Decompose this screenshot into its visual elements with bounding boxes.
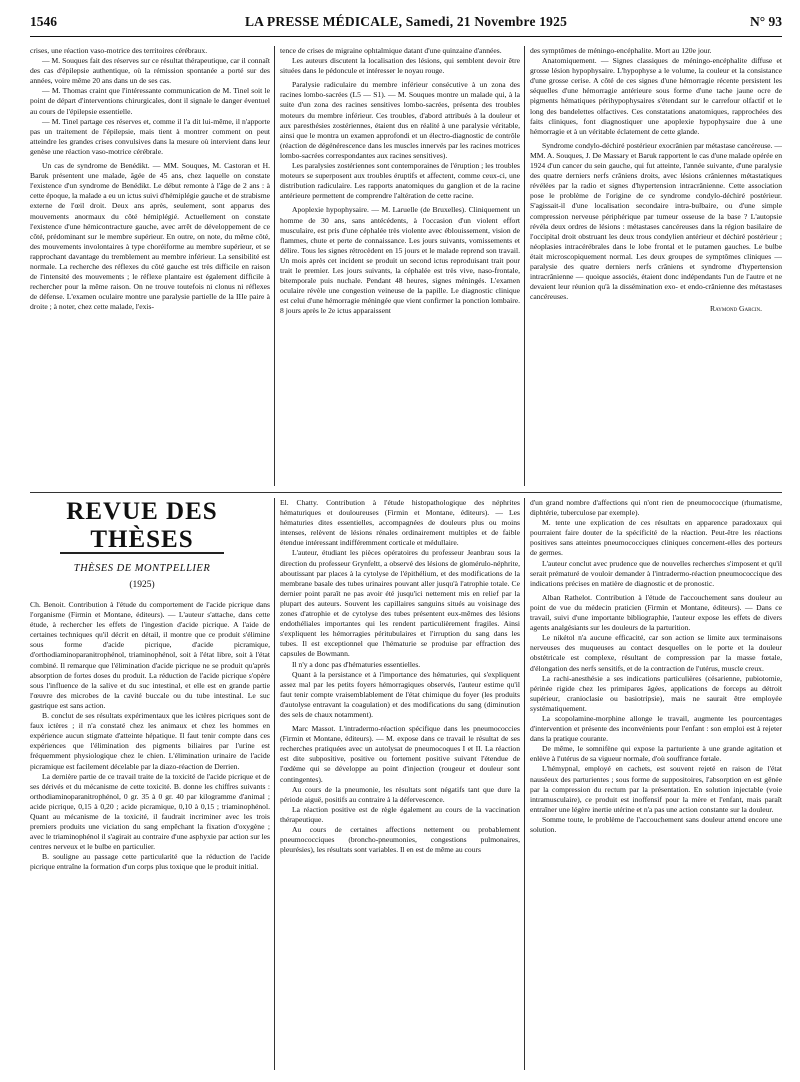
paragraph: La dernière partie de ce travail traite de la toxicité de l'acide picrique et de ses dérivés et du mécanisme de cette toxicité. B. donne les chiffres suivants : orthodiaminoparanitrophénol, 0 gr. 35 à 0 gr. 40 par kilogramme d'animal ; acide picrique, 0,15 à 0,20 ; acide picramique, 0,10 à 0,15 ; triaminophénol. Quant au mécanisme de la toxicité, il faudrait incriminer avec les trois premiers produits une viciation du sang empêchant la fixation d'oxygène ; avec le triaminophénol il s'agirait au contraire d'une asphyxie par action sur les centres nerveux et le bulbe en particulier. bbox=[30, 771, 270, 852]
paragraph: De même, le somnifène qui expose la parturiente à une grande agitation et enlève à l'utérus de sa vigueur normale, d'où souffrance fœtale. bbox=[530, 744, 782, 764]
paragraph: Au cours de certaines affections nettement ou probablement pneumococciques (broncho-pneumonies, congestions pulmonaires, pleurésies), les résultats sont variables. Il en est de même au cours bbox=[280, 825, 520, 855]
paragraph: El. Chatty. Contribution à l'étude histopathologique des néphrites hématuriques et douloureuses (Firmin et Montane, éditeurs). — Les hématuries dites essentielles, accompagnées de douleurs plus ou moins intenses, relèvent de lésions rénales ordinairement multiples et de faible étendue intéressant indifféremment corticale et médullaire. bbox=[280, 498, 520, 548]
section-title: REVUE DES THÈSES bbox=[66, 498, 218, 553]
title-rule bbox=[60, 552, 224, 554]
paragraph: Anatomiquement. — Signes classiques de méningo-encéphalite diffuse et grosse lésion hypophysaire. L'hypophyse a le volume, la couleur et la consistance d'une grosse cerise. A côté de ces signes d'une hémorragie récente persistent les séquelles d'une hémorragie antérieure sous forme d'une tache jaune ocre de pigments hématiques périhypophysaires s'étendant sur le carrefour olfactif et le long des bandelettes olfactives. Ces constatations anatomiques, rapprochées des faits cliniques, font diagnostiquer une apoplexie hypophysaire due à une hémorragie et à un véritable éclatement de cette glande. bbox=[530, 56, 782, 136]
top-column-1 bbox=[30, 46, 270, 486]
column-divider bbox=[524, 498, 525, 1070]
theses-column-2 bbox=[280, 498, 520, 1070]
paragraph: Le nikétol n'a aucune efficacité, car son action se limite aux terminaisons nerveuses des muqueuses au contact desquelles on le porte et la douleur obstétricale est complexe, résultant de compression par la masse fœtale, d'élongation des nerfs sensitifs, et de la contraction de l'utérus, muscle creux. bbox=[530, 633, 782, 673]
top-column-3 bbox=[530, 46, 782, 486]
column-divider bbox=[274, 46, 275, 486]
paragraph: Apoplexie hypophysaire. — M. Laruelle (de Bruxelles). Cliniquement un homme de 30 ans, sans antécédents, à l'occasion d'un violent effort musculaire, est pris d'une céphalée très violente avec éblouissement, vision de flammes, chute et perte de connaissance. Les jours suivants, vomissements et délire. Tous les signes rétrocèdent en 15 jours et le malade reprend son travail. Un mois après cet incident se produit un second ictus reproduisant trait pour trait le premier. Les jours suivants, la céphalée est très vive, naso-frontale, bitemporale puis nuchale. Pendant 48 heures, signes méningés. L'examen oculaire révèle une congestion veineuse de la papille. Le diagnostic clinique est celui d'une hémorragie méningée que vient confirmer la ponction lombaire. 8 jours après le 2e ictus apparaissent bbox=[280, 205, 520, 316]
paragraph: tence de crises de migraine ophtalmique datant d'une quinzaine d'années. bbox=[280, 46, 502, 55]
paragraph: L'auteur, étudiant les pièces opératoires du professeur Jeanbrau sous la direction du professeur Grynfeltt, a observé des lésions de glomérulo-néphrite, aboutissant par places à la cytolyse de l'épithélium, et des modifications de la membrane basale des tubes urinaires pouvant aller jusqu'à l'atrophie totale. Ce dernier point paraît ne pas avoir été jusqu'ici nettement mis en relief par la plupart des auteurs. Souvent les capillaires sanguins situés au voisinage des zones d'atrophie et de cytolyse des tubes présentent eux-mêmes des lésions endothéliales importantes qui les rendent particulièrement fragiles. Ainsi s'expliquent les hémorragies péritubulaires et l'irruption du sang dans les tubes. Il est exceptionnel que l'hématurie se produise par effraction des capsules de Bowmann. bbox=[280, 548, 520, 659]
paragraph: — M. Tinel partage ces réserves et, comme il l'a dit lui-même, il n'apporte pas un traitement de l'épilepsie, mais tient à montrer comment on peut atteindre les grandes crises convulsives dans la mesure où intervient dans leur genèse une réaction vaso-motrice cérébrale. bbox=[30, 116, 270, 156]
paragraph: Marc Massot. L'intradermo-réaction spécifique dans les pneumococcies (Firmin et Montane, éditeurs). — M. expose dans ce travail le résultat de ses recherches pratiquées avec un autolysat de pneumocoques I et II. La réaction est dite subpositive, positive ou fortement positive suivant l'étendue de l'œdème qui se développe au point d'injection (rougeur et douleur sont contingentes). bbox=[280, 724, 520, 784]
paragraph: La scopolamine-morphine allonge le travail, augmente les pourcentages d'intervention et présente des inconvénients pour l'enfant : son emploi est à rejeter dans la pratique courante. bbox=[530, 713, 782, 744]
theses-column-1 bbox=[30, 600, 270, 1070]
paragraph: — M. Souques fait des réserves sur ce résultat thérapeutique, car il connaît des cas d'épilepsie authentique, où la rémission spontanée a porté sur des années, voire même 20 ans dans un de ses cas. bbox=[30, 56, 270, 86]
issue-number: N° 93 bbox=[749, 14, 782, 29]
section-year: (1925) bbox=[129, 580, 155, 590]
column-divider bbox=[524, 46, 525, 486]
author-signature: Raymond Garcin. bbox=[710, 304, 762, 314]
paragraph: d'un grand nombre d'affections qui n'ont rien de pneumococcique (rhumatisme, diphtérie, tuberculose par exemple). bbox=[530, 498, 782, 518]
paragraph: Au cours de la pneumonie, les résultats sont négatifs tant que dure la période aiguë, positifs au contraire à la défervescence. bbox=[280, 784, 520, 804]
paragraph: Les paralysies zostériennes sont contemporaines de l'éruption ; les troubles moteurs se superposent aux troubles éruptifs et affectent, comme ceux-ci, une distribution radiculaire. Les rapports anatomiques du ganglion et de la racine antérieure permettent de comprendre l'altération de cette racine. bbox=[280, 161, 520, 201]
paragraph: L'hémypnal, employé en cachets, est souvent rejeté en raison de l'état nauséeux des parturientes ; sous forme de suppositoires, l'absorption en est gênée par la compression du rectum par la présentation. En solution injectable (voie intramusculaire), ce produit est inoffensif pour la mère et l'enfant, mais paraît entraîner une légère inertie utérine et n'a pas une action constante sur la douleur. bbox=[530, 764, 782, 814]
paragraph: Les auteurs discutent la localisation des lésions, qui semblent devoir être situées dans le pédoncule et intéresser le noyau rouge. bbox=[280, 56, 520, 76]
section-subtitle: THÈSES DE MONTPELLIER bbox=[73, 563, 211, 574]
paragraph: Quant à la persistance et à l'importance des hématuries, qui s'expliquent assez mal par les petits foyers hémorragiques observés, l'auteur estime qu'il faut tenir compte vraisemblablement de l'état chimique du foyer (les produits d'autolyse entravant la coagulation) et des modifications du sang (diminution des sels de chaux notamment). bbox=[280, 669, 520, 719]
paragraph: Un cas de syndrome de Benédikt. — MM. Souques, M. Castoran et H. Baruk présentent une malade, âgée de 45 ans, chez laquelle on constate l'existence d'un syndrome de Benédikt. Le début remonte à l'âge de 2 ans : à cette époque, la malade a eu un ictus suivi d'hémiplégie gauche et de strabisme externe de l'œil droit. Deux ans après, seulement, sont apparus des mouvements anormaux du côté hémiplégié. Actuellement on constate l'existence d'une hémicontracture gauche, avec arrêt de développement de ce côté, prédominant sur le membre supérieur. En outre, on note, du même côté, des mouvements involontaires à type choréiforme au membre supérieur, et se rapprochant davantage du tremblement au membre inférieur. La sensibilité est normale. La recherche des réflexes du côté gauche est très difficile en raison de l'intensité des mouvements ; le réflexe plantaire est également difficile à rechercher pour la même raison. On ne trouve toutefois ni clonus ni réflexes de défense. L'examen oculaire montre une paralysie partielle de la IIIe paire à droite ; à noter, chez cette malade, l'exis- bbox=[30, 161, 270, 312]
header-rule bbox=[30, 36, 782, 37]
theses-column-3 bbox=[530, 498, 782, 1070]
paragraph: Paralysie radiculaire du membre inférieur consécutive à un zona des racines lombo-sacrées (L5 — S1). — M. Souques montre un malade qui, à la suite d'un zona des racines sensitives lombo-sacrées, présenta des troubles moteurs du membre inférieur. Ces troubles, d'abord attribués à la douleur et aux paresthésies zostériennes, étaient dus en réalité à une paralysie véritable, ainsi que le montra un examen approfondi et un électro-diagnostic de contrôle (réaction de dégénérescence dans les muscles innervés par les racines motrices lombo-sacrées correspondantes aux racines sensitives). bbox=[280, 80, 520, 160]
paragraph: B. conclut de ses résultats expérimentaux que les ictères picriques sont de faux ictères ; il n'a constaté chez les animaux et chez les hommes en expérience aucun stigmate d'atteinte hépatique. Il faut tenir compte dans ces expériences que l'élimination des pigments biliaires par l'urine est fréquemment physiologique chez le chien. L'élimination urinaire de l'acide picramique est facilement décelable par la diazo-réaction de Derrien. bbox=[30, 711, 270, 771]
paragraph: M. tente une explication de ces résultats en apparence paradoxaux qui pourraient faire douter de la spécificité de la réaction. Peut-être les réactions positives sans atteintes pneumococciques cliniques concernent-elles des porteurs de germes. bbox=[530, 518, 782, 558]
paragraph: Syndrome condylo-déchiré postérieur exocrânien par métastase cancéreuse. — MM. A. Souques, J. De Massary et Baruk rapportent le cas d'une malade opérée en 1924 d'un cancer du sein gauche, qui fut atteinte, l'année suivante, d'une paralysie des quatre derniers nerfs crâniens droits, avec lésions crâniennes métastatiques révélées par la radio et signes d'hypertension intracrânienne. Cette association pose le problème de l'origine de ce syndrome condylo-déchiré postérieur. S'agissait-il d'une localisation secondaire intra-bulbaire, ou d'une simple compression nerveuse périphérique par tumeur osseuse de la base ? L'autopsie révéla deux ordres de lésions : métastases cancéreuses dans la région basilaire de l'occipital droit obstruant les deux trous condylien antérieur et déchiré postérieur ; néoplasies intracérébrales dans le lobe frontal et le putamen gauches. Le bulbe était microscopiquement normal. Les deux groupes de symptômes cliniques — paralysie des quatre derniers nerfs crâniens et syndrome d'hypertension intracrânienne — quoique associés, étaient donc indépendants l'un de l'autre et ne devaient leur réunion qu'à la dissémination exo- et endo-crânienne des métastases cancéreuses. bbox=[530, 140, 782, 302]
top-column-2 bbox=[280, 46, 520, 486]
paragraph: Somme toute, le problème de l'accouchement sans douleur attend encore une solution. bbox=[530, 814, 782, 834]
paragraph: crises, une réaction vaso-motrice des territoires cérébraux. bbox=[30, 46, 208, 55]
paragraph: des symptômes de méningo-encéphalite. Mort au 120e jour. bbox=[530, 46, 712, 55]
section-rule bbox=[30, 492, 782, 493]
page-number: 1546 bbox=[30, 14, 57, 29]
paragraph: B. souligne au passage cette particularité que la réduction de l'acide picrique entraîne la formation d'un corps plus toxique que le produit initial. bbox=[30, 852, 270, 872]
paragraph: Alban Rathelot. Contribution à l'étude de l'accouchement sans douleur au point de vue du médecin praticien (Firmin et Montane, éditeurs). — Dans ce travail, suivi d'une importante bibliographie, l'auteur expose les effets de divers agents analgésiants sur les douleurs de la parturition. bbox=[530, 592, 782, 633]
journal-title: LA PRESSE MÉDICALE, Samedi, 21 Novembre 1925 bbox=[244, 14, 568, 29]
paragraph: Il n'y a donc pas d'hématuries essentielles. bbox=[292, 659, 421, 669]
paragraph: L'auteur conclut avec prudence que de nouvelles recherches s'imposent et qu'il serait prématuré de vouloir demander à l'intradermo-réaction pneumococcique des indications précises en matière de diagnostic et de pronostic. bbox=[530, 558, 782, 588]
paragraph: Ch. Benoit. Contribution à l'étude du comportement de l'acide picrique dans l'organisme (Firmin et Montane, éditeurs). — L'auteur s'attache, dans cette étude, à rechercher les effets de l'ingestion d'acide picrique. A l'aide de certaines techniques qu'il décrit en détail, il montre que ce produit s'élimine sous forme d'acide picrique, d'acide picramique, d'orthodiaminoparanitrophénol, triaminophénol, soit à l'état libre, soit à l'état combiné. Il remarque que l'élimination d'acide picrique ne se produit qu'après absorption de fortes doses du produit. La réduction de l'acide picrique s'opère sous l'influence de la salive et du suc intestinal, et elle est en grande partie l'œuvre des microbes de la cavité buccale ou du tube intestinal. Le suc gastrique est sans action. bbox=[30, 600, 270, 710]
paragraph: — M. Thomas craint que l'intéressante communication de M. Tinel soit le point de départ d'interventions chirurgicales, dont il signale le danger éventuel au cours de l'épilepsie essentielle. bbox=[30, 86, 270, 116]
page-header bbox=[30, 14, 782, 34]
column-divider bbox=[274, 498, 275, 1070]
paragraph: La rachi-anesthésie a ses indications particulières (césarienne, pubiotomie, périnée rigide chez les primipares âgées, applications de forceps au détroit supérieur, cranioclasie ou basiotripsie), mais ne saurait être employée systématiquement. bbox=[530, 673, 782, 713]
paragraph: La réaction positive est de règle également au cours de la vaccination thérapeutique. bbox=[280, 804, 520, 824]
